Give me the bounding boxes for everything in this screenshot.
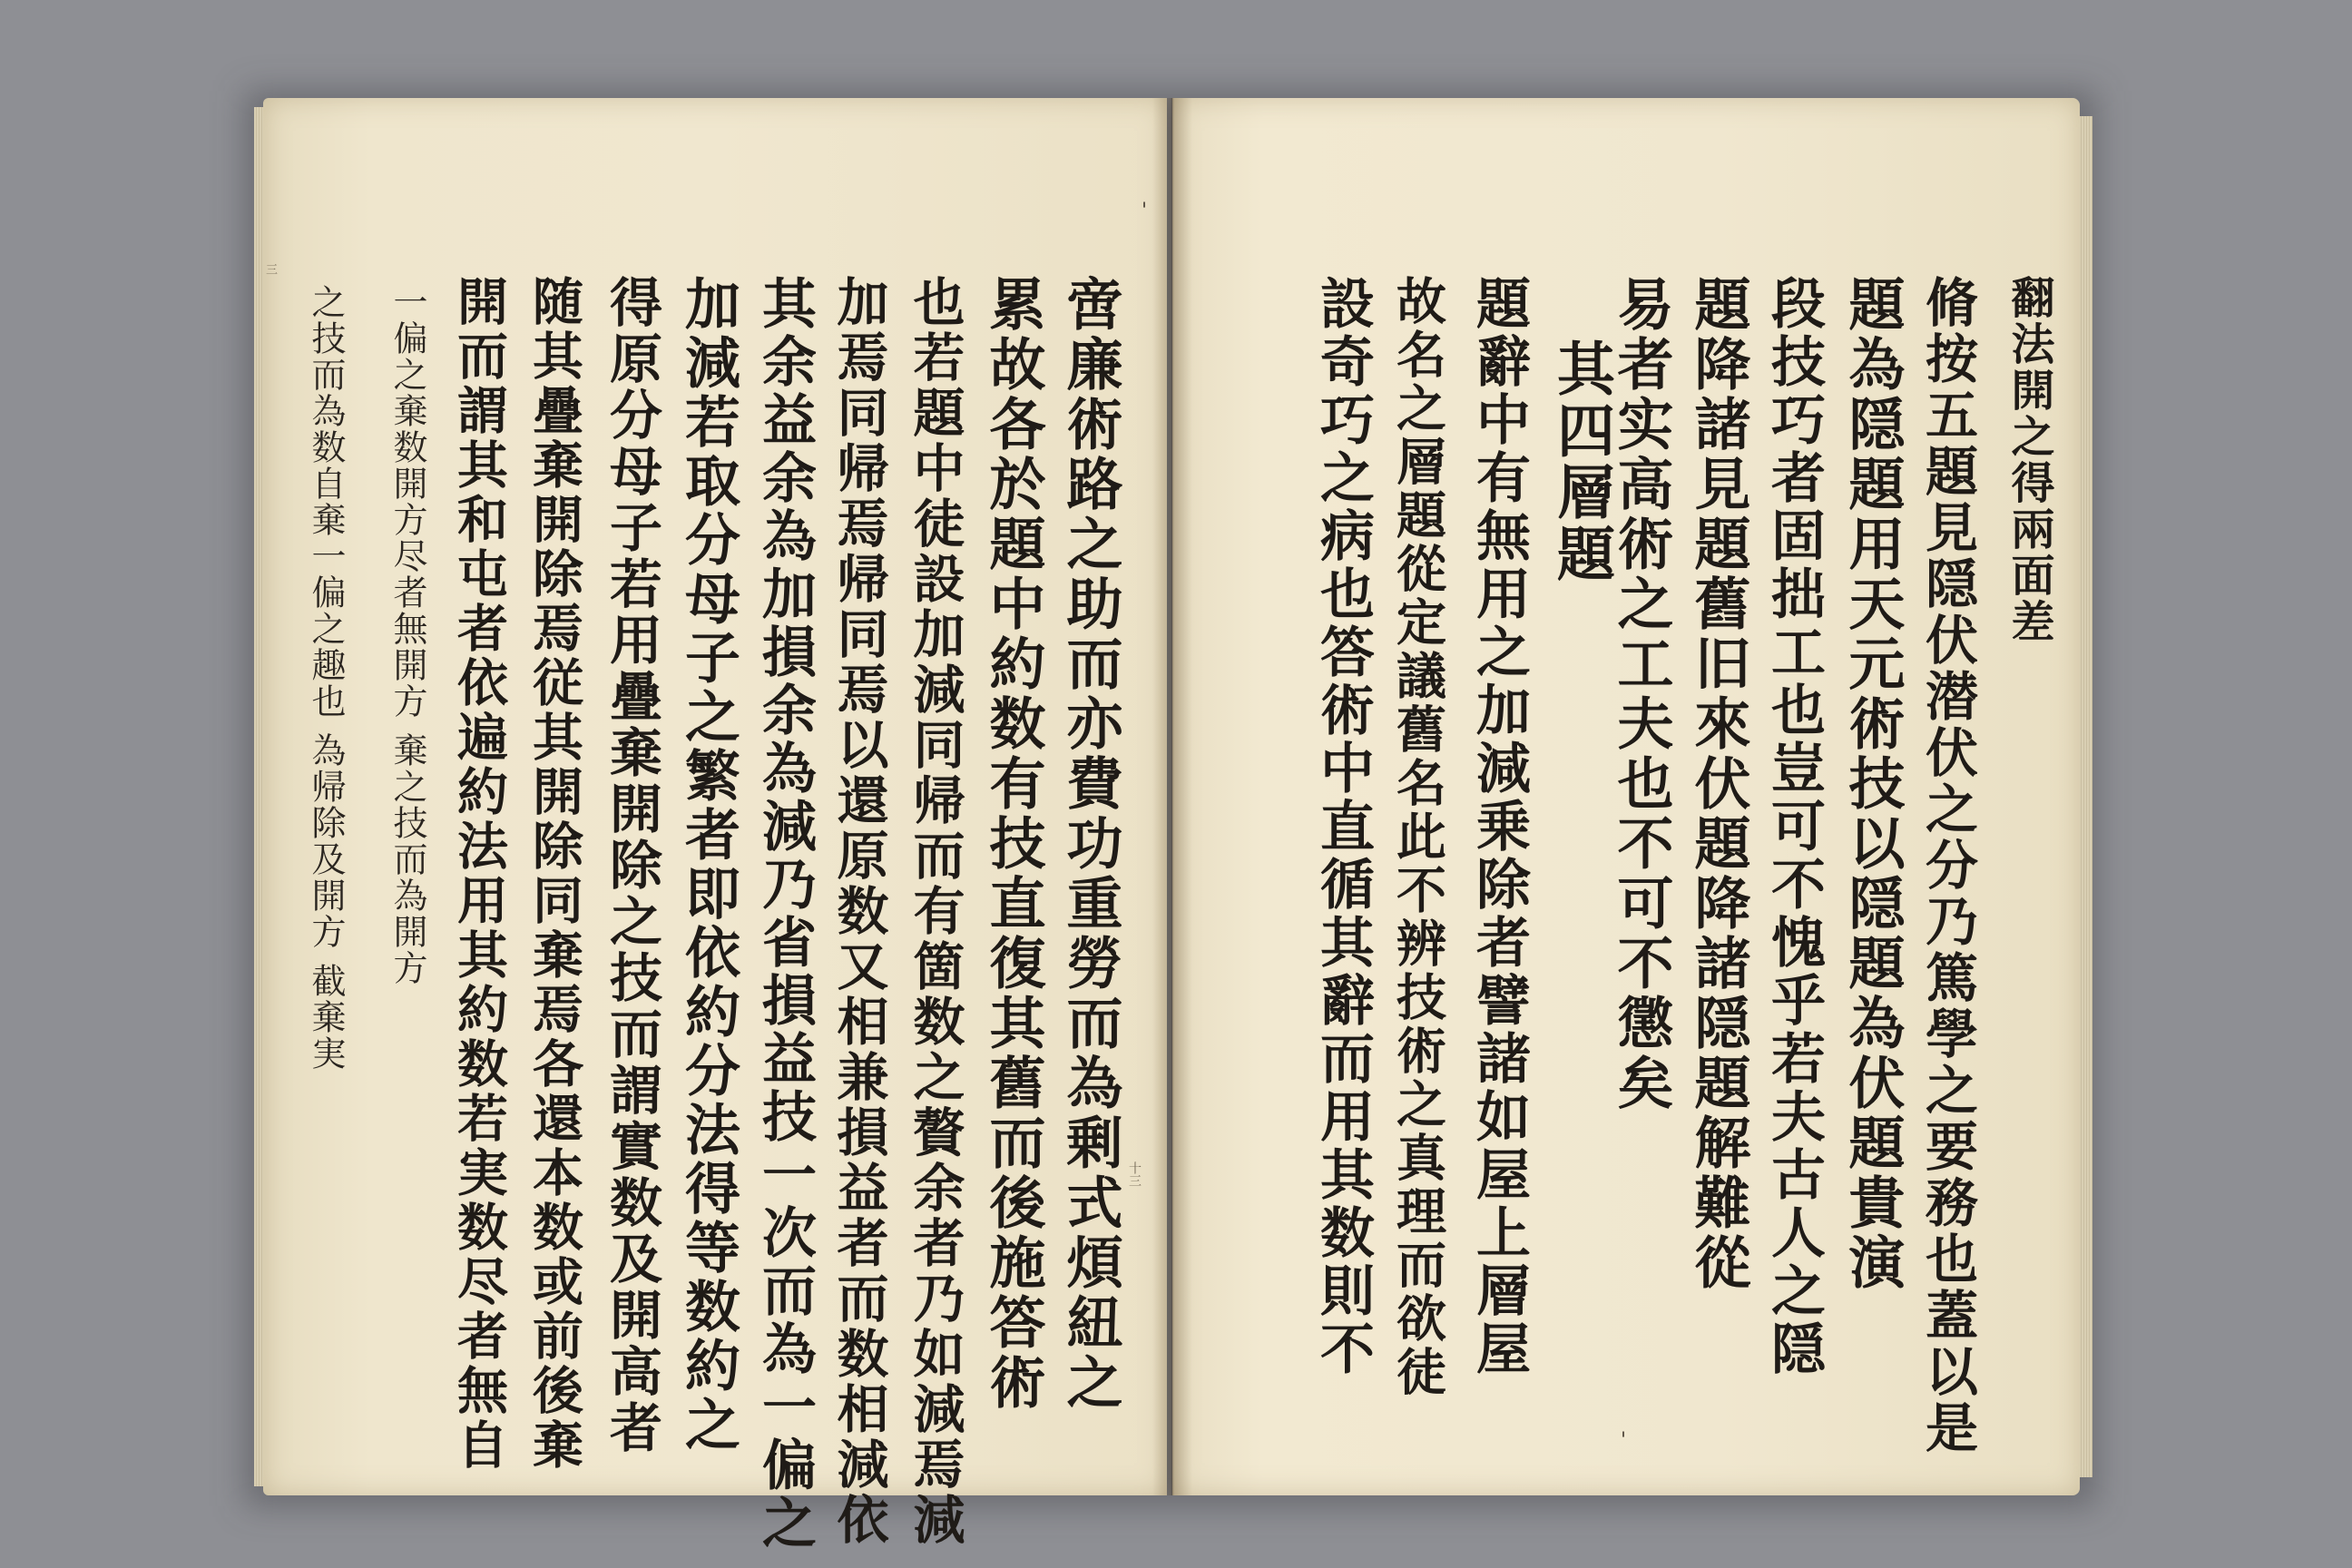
left-col-1: 啻廉術路之助而亦費功重勞而為剰式煩紐之 xyxy=(1057,275,1123,1413)
right-col-9: 故名之層題從定議舊名此不辨技術之真理而欲徒 xyxy=(1388,275,1447,1399)
left-col-2: 累故各於題中約数有技直復其舊而後施答術 xyxy=(980,275,1046,1413)
leaf-number: 十三 xyxy=(1127,1161,1142,1187)
left-page xyxy=(263,98,1167,1553)
right-col-7-heading: 其四層題 xyxy=(1547,338,1615,585)
left-col-3: 也若題中徒設加減同帰而有箇数之贅余者乃如減焉減 xyxy=(905,275,965,1548)
folio-mark: 三 xyxy=(263,263,277,275)
right-col-2: 脩按五題見隠伏潜伏之分乃篤學之要務也蓋以是 xyxy=(1916,275,1978,1456)
left-col-10: 一偏之棄数開方尽者無開方 棄之技而為開方 xyxy=(387,284,427,987)
left-col-11: 之技而為数自棄一偏之趣也 為帰除及開方 截棄実 xyxy=(306,284,346,1073)
right-col-1: 翻法開之得兩面差 xyxy=(2004,275,2054,645)
right-col-10: 設奇巧之病也答術中直循其辭而用其数則不 xyxy=(1311,275,1375,1378)
left-col-9: 開而謂其和屯者依遍約法用其約数若実数尽者無自 xyxy=(449,275,509,1473)
right-col-8: 題辭中有無用之加減乗除者譬諸如屋上層屋 xyxy=(1467,275,1531,1378)
right-page xyxy=(1172,98,2080,1495)
right-col-5: 題降諸見題舊旧來伏題降諸隠題解難從 xyxy=(1685,275,1751,1293)
gutter-mark-bottom: ' xyxy=(1621,1429,1627,1452)
book-gutter xyxy=(1152,98,1192,1495)
right-col-3: 題為隠題用天元術技以隠題為伏題貴演 xyxy=(1839,275,1906,1293)
right-col-4: 段技巧者固拙工也豈可不愧乎若夫古人之隠 xyxy=(1762,275,1826,1378)
right-col-6: 易者实高術之工夫也不可不懲矣 xyxy=(1608,275,1674,1113)
left-col-6: 加減若取分母子之繁者即依約分法得等数約之 xyxy=(676,275,740,1455)
left-col-4: 加焉同帰焉帰同焉以還原数又相兼損益者而数相減依 xyxy=(828,275,889,1548)
left-col-5: 其余益余為加損余為減乃省損益技一次而為一偏之 xyxy=(753,275,817,1553)
gutter-mark-top: ' xyxy=(1142,200,1148,222)
left-col-8: 随其疊棄開除焉従其開除同棄焉各還本数或前後棄 xyxy=(524,275,584,1473)
left-col-7: 得原分母子若用疊棄開除之技而謂實数及開高者 xyxy=(601,275,662,1456)
